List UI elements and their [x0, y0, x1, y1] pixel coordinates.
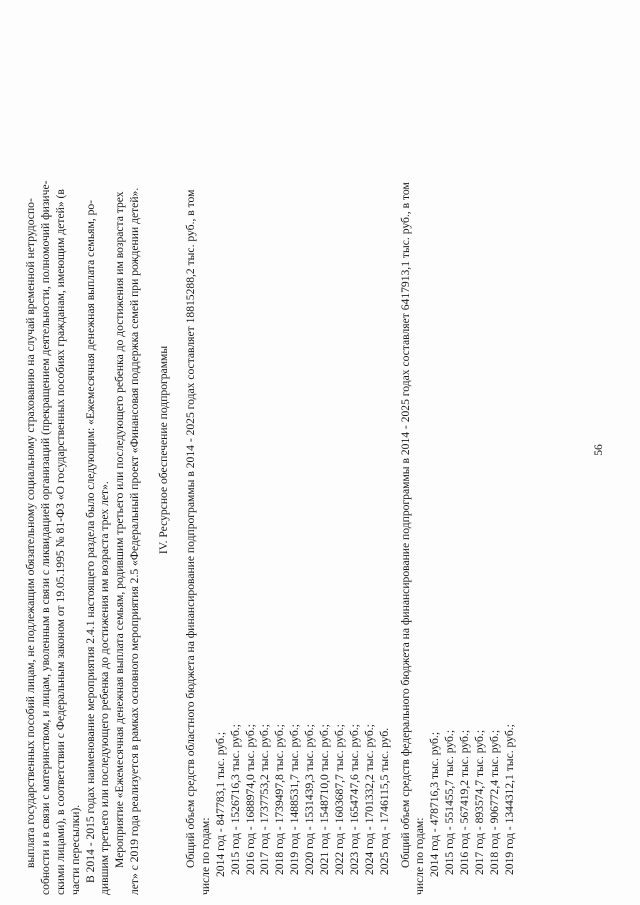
- paragraph-line: собности и в связи с материнством, и лицам, уволенным в связи с ликвидацией организаций (прекращением деятельности, полномочий физиче-: [38, 180, 52, 895]
- paragraph-line: дившим третьего или последующего ребенка до достижения им возраста трех лет».: [98, 481, 112, 895]
- regional-year-item: 2022 год - 1603687,7 тыс. руб.;: [332, 724, 346, 875]
- federal-budget-intro: Общий объем средств федерального бюджета на финансирование подпрограммы в 2014 - 2025 годах составляет 6417913,1 тыс. руб., в том: [398, 182, 412, 868]
- federal-year-item: 2017 год - 893574,7 тыс. руб.;: [472, 729, 486, 875]
- paragraph-line: лет» с 2019 года реализуется в рамках основного мероприятия 2.5 «Федеральный проект «Финансовая поддержка семей при рождении детей».: [128, 187, 142, 895]
- page-number: 56: [592, 444, 605, 456]
- federal-year-item: 2018 год - 906772,4 тыс. руб.;: [487, 729, 501, 875]
- page-content: [24, 5, 518, 895]
- paragraph-line: выплата государственных пособий лицам, не подлежащим обязательному социальному страхованию на случай временной нетрудоспо-: [24, 198, 37, 868]
- regional-budget-intro-cont: числе по годам:: [198, 817, 212, 895]
- paragraph-line: скими лицами), в соответствии с Федеральным законом от 19.05.1995 № 81-ФЗ «О государственных пособиях гражданам, имеющим детей» (в: [53, 189, 67, 895]
- federal-year-item: 2014 год - 478716,3 тыс. руб.;: [428, 731, 442, 877]
- regional-year-item: 2015 год - 1526716,3 тыс. руб.;: [228, 724, 242, 875]
- regional-year-item: 2019 год - 1488531,7 тыс. руб.;: [288, 724, 302, 875]
- regional-year-item: 2025 год - 1746115,5 тыс. руб.: [377, 727, 391, 875]
- regional-year-item: 2021 год - 1548710,0 тыс. руб.;: [318, 724, 332, 875]
- paragraph-line: части пересылки).: [68, 804, 82, 895]
- regional-budget-intro: Общий объем средств областного бюджета на финансирование подпрограммы в 2014 - 2025 годах составляет 18815288,2 тыс. руб., в том: [184, 189, 198, 868]
- federal-year-item: 2015 год - 551455,7 тыс. руб.;: [443, 729, 457, 875]
- federal-year-item: 2016 год - 567419,2 тыс. руб.;: [458, 729, 472, 875]
- paragraph-line: В 2014 - 2015 годах наименование мероприятия 2.4.1 настоящего раздела было следующим: «Ежемесячная денежная выплата семьям, ро-: [83, 199, 97, 883]
- regional-year-item: 2024 год - 1701332,2 тыс. руб.;: [362, 724, 376, 875]
- federal-year-item: 2019 год - 1344312,1 тыс. руб.;: [502, 724, 516, 875]
- regional-year-item: 2017 год - 1737753,2 тыс. руб.;: [258, 724, 272, 875]
- federal-budget-intro-cont: числе по годам:: [413, 817, 427, 895]
- regional-year-item: 2018 год - 1739497,8 тыс. руб.;: [273, 724, 287, 875]
- section-heading: IV. Ресурсное обеспечение подпрограммы: [157, 345, 171, 555]
- regional-year-item: 2020 год - 1531439,3 тыс. руб.;: [303, 724, 317, 875]
- regional-year-item: 2016 год - 1688974,0 тыс. руб.;: [243, 724, 257, 875]
- rotated-page-sheet: [24, 5, 624, 895]
- regional-year-item: 2014 год - 847783,1 тыс. руб.;: [213, 731, 227, 877]
- paragraph-line: Мероприятие «Ежемесячная денежная выплата семьям, родившим третьего или последующего ребенка до достижения им возраста трех: [113, 191, 127, 868]
- regional-year-item: 2023 год - 1654747,6 тыс. руб.;: [347, 724, 361, 875]
